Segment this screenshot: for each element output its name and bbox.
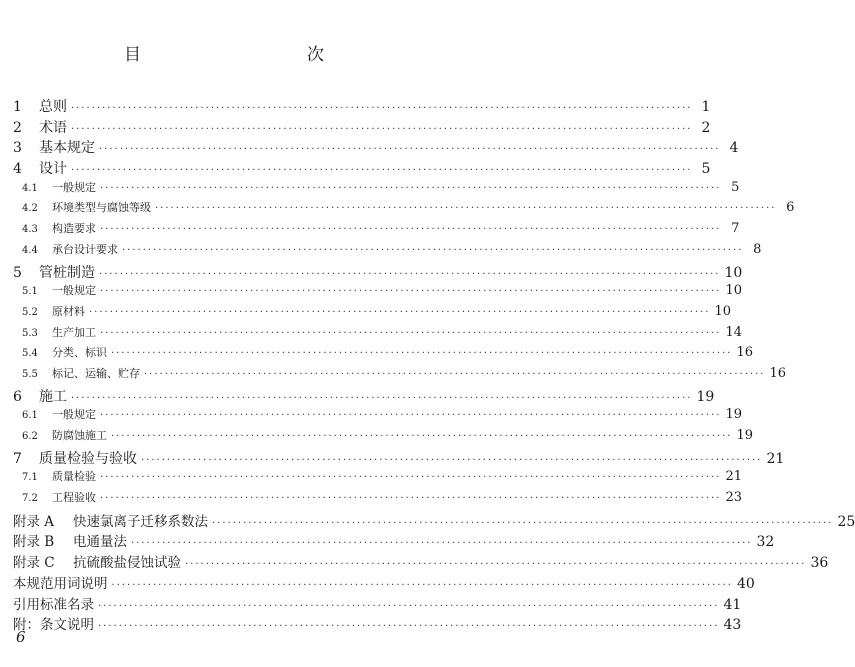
toc-entry-number: 5.1 — [22, 286, 38, 298]
toc-entry[interactable] — [13, 303, 731, 324]
toc-entry[interactable] — [13, 324, 742, 345]
toc-entry[interactable] — [13, 365, 786, 386]
dot-leader: ························································································································ — [71, 165, 693, 177]
dot-leader: ························································································································ — [100, 472, 722, 484]
toc-entry-page: 10 — [725, 283, 742, 299]
dot-leader: ························································································································ — [100, 327, 722, 339]
toc-entry-label: 电通量法 — [73, 534, 127, 551]
toc-entry-page: 41 — [723, 596, 742, 613]
toc-entry-number: 4.4 — [22, 244, 38, 256]
toc-entry[interactable] — [13, 448, 785, 469]
toc-entry-label: 本规范用词说明 — [13, 575, 108, 592]
toc-entry-number: 5 — [13, 264, 22, 281]
toc-entry-page: 36 — [810, 555, 829, 572]
toc-entry-label: 快速氯离子迁移系数法 — [73, 513, 208, 530]
dot-leader: ························································································································ — [141, 454, 763, 466]
dot-leader: ························································································································ — [100, 182, 722, 194]
toc-entry-label: 构造要求 — [52, 222, 96, 236]
toc-entry-label: 管桩制造 — [39, 264, 95, 281]
toc-entry-number: 7 — [13, 450, 22, 467]
dot-leader: ························································································································ — [99, 144, 721, 156]
toc-entry-number: 7.1 — [22, 472, 38, 484]
toc-entry-label: 抗硫酸盐侵蚀试验 — [73, 555, 181, 572]
toc-entry-page: 5 — [731, 179, 740, 195]
toc-entry-label: 术语 — [39, 119, 67, 136]
toc-entry-number: 5.2 — [22, 306, 38, 318]
dot-leader: ························································································································ — [100, 410, 722, 422]
toc-entry[interactable] — [13, 220, 740, 241]
toc-entry-label: 附：条文说明 — [13, 617, 94, 634]
toc-entry[interactable] — [13, 593, 742, 614]
toc-entry-number: 3 — [13, 140, 22, 157]
toc-entry-label: 原材料 — [52, 304, 85, 318]
toc-entry-label: 一般规定 — [52, 284, 96, 298]
toc-entry-page: 5 — [701, 161, 711, 178]
toc-entry-label: 质量检验与验收 — [39, 450, 137, 467]
toc-entry-label: 质量检验 — [52, 470, 96, 484]
toc-entry-label: 总则 — [39, 99, 67, 115]
toc-entry[interactable] — [13, 262, 743, 283]
toc-entry-number: 6.1 — [22, 410, 38, 422]
toc-entry-page: 14 — [725, 324, 742, 340]
toc-entry[interactable] — [13, 344, 753, 365]
toc-entry[interactable] — [13, 572, 755, 593]
toc-entry-page: 8 — [753, 241, 762, 257]
toc-entry-page: 21 — [766, 450, 785, 467]
toc-entry-page: 16 — [736, 345, 753, 361]
toc-entry-page: 16 — [769, 365, 786, 381]
toc-entry-page: 1 — [701, 99, 711, 115]
toc-entry[interactable] — [13, 386, 715, 407]
toc-entry-page: 43 — [723, 617, 742, 634]
toc-entry-number: 4.2 — [22, 203, 38, 215]
dot-leader: ························································································································ — [71, 392, 693, 404]
toc-entry-number: 4.3 — [22, 224, 38, 236]
page-number: 6 — [16, 628, 26, 646]
toc-entry[interactable] — [13, 199, 795, 220]
toc-entry-page: 19 — [736, 428, 753, 443]
dot-leader: ························································································································ — [111, 348, 733, 360]
dot-leader: ························································································································ — [100, 286, 722, 298]
dot-leader: ························································································································ — [185, 559, 807, 571]
toc-entry-page: 2 — [701, 119, 711, 136]
dot-leader: ························································································································ — [122, 244, 744, 256]
page-title: 目 次 — [124, 45, 368, 65]
toc-entry-label: 基本规定 — [39, 140, 95, 157]
dot-leader: ························································································································ — [100, 224, 722, 236]
toc-entry-page: 21 — [725, 469, 742, 485]
toc-entry-number: 附录 C — [13, 555, 55, 572]
toc-entry-label: 工程验收 — [52, 491, 96, 505]
toc-entry-number: 5.5 — [22, 368, 38, 380]
toc-entry[interactable] — [13, 241, 762, 262]
toc-entry[interactable] — [13, 158, 711, 179]
toc-entry-label: 生产加工 — [52, 325, 96, 339]
toc-entry-label: 防腐蚀施工 — [52, 429, 107, 442]
toc-entry-number: 5.4 — [22, 348, 38, 360]
dot-leader: ························································································································ — [99, 268, 721, 280]
toc-entry-number: 5.3 — [22, 327, 38, 339]
dot-leader: ························································································································ — [89, 306, 711, 318]
toc-entry[interactable] — [13, 96, 711, 117]
dot-leader: ························································································································ — [71, 103, 693, 114]
toc-entry-page: 4 — [729, 140, 739, 157]
dot-leader: ························································································································ — [212, 517, 834, 529]
toc-entry-label: 一般规定 — [52, 408, 96, 422]
toc-entry-number: 6.2 — [22, 431, 38, 442]
toc-entry-number: 4 — [13, 161, 22, 178]
dot-leader: ························································································································ — [111, 431, 733, 442]
toc-entry-number: 附录 A — [13, 513, 55, 530]
toc-entry-page: 23 — [725, 490, 742, 506]
dot-leader: ························································································································ — [98, 621, 720, 633]
toc-entry-page: 7 — [731, 221, 740, 237]
dot-leader: ························································································································ — [111, 579, 733, 591]
toc-entry-number: 4.1 — [22, 182, 38, 194]
toc-entry-number: 7.2 — [22, 493, 38, 505]
dot-leader: ························································································································ — [131, 538, 753, 550]
toc-entry-page: 19 — [725, 407, 742, 423]
toc-entry-label: 分类、标识 — [52, 346, 107, 360]
toc-entry-label: 设计 — [39, 161, 67, 178]
toc-entry-label: 一般规定 — [52, 180, 96, 194]
toc-entry-page: 19 — [696, 388, 715, 405]
toc-entry[interactable] — [13, 551, 829, 572]
toc-entry-label: 标记、运输、贮存 — [52, 366, 140, 380]
toc-entry-label: 承台设计要求 — [52, 242, 118, 256]
toc-entry[interactable] — [13, 282, 742, 303]
toc-entry[interactable] — [13, 137, 739, 158]
toc-entry-page: 10 — [724, 264, 743, 281]
dot-leader: ························································································································ — [98, 600, 720, 612]
toc-entry[interactable] — [13, 468, 742, 489]
toc-entry[interactable] — [13, 613, 742, 634]
toc-entry-page: 40 — [736, 575, 755, 592]
dot-leader: ························································································································ — [144, 368, 766, 380]
toc-entry-number: 附录 B — [13, 534, 55, 551]
toc-entry[interactable] — [13, 179, 740, 200]
toc-entry[interactable] — [13, 510, 855, 531]
toc-entry[interactable] — [13, 117, 711, 138]
dot-leader: ························································································································ — [155, 203, 777, 215]
toc-entry[interactable] — [13, 427, 753, 448]
toc-entry[interactable] — [13, 530, 775, 551]
toc-entry-number: 1 — [13, 99, 22, 115]
toc-entry-page: 10 — [714, 303, 731, 319]
toc-entry-label: 施工 — [39, 388, 67, 405]
dot-leader: ························································································································ — [100, 493, 722, 505]
toc-entry-number: 2 — [13, 119, 22, 136]
toc-entry-label: 环境类型与腐蚀等级 — [52, 201, 151, 215]
table-of-contents — [13, 96, 855, 634]
toc-entry-page: 6 — [786, 200, 795, 216]
toc-entry[interactable] — [13, 489, 742, 510]
toc-entry-page: 32 — [756, 534, 775, 551]
toc-entry-number: 6 — [13, 388, 22, 405]
toc-entry-page: 25 — [837, 513, 855, 530]
toc-entry[interactable] — [13, 406, 742, 427]
toc-entry-label: 引用标准名录 — [13, 596, 94, 613]
dot-leader: ························································································································ — [71, 123, 693, 135]
